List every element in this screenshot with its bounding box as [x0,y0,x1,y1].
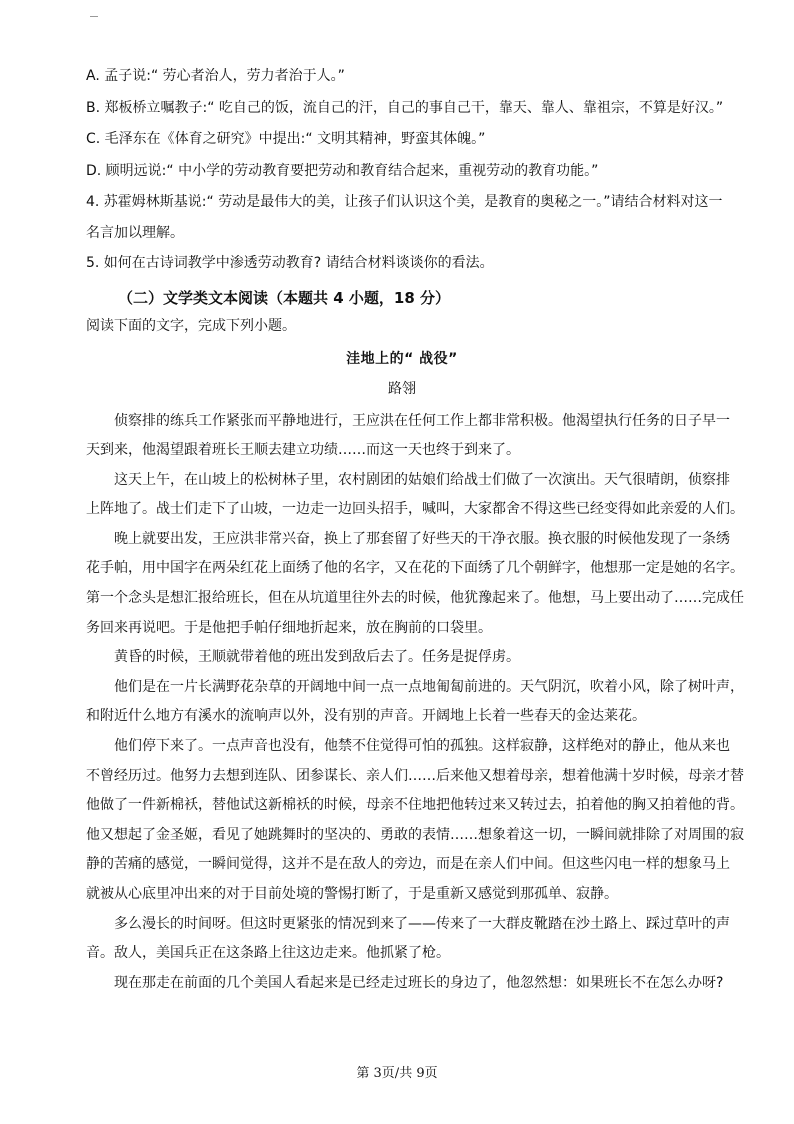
story-paragraph [86,969,724,999]
paragraph-line: 和附近什么地方有溪水的流响声以外，没有别的声音。开阔地上长着一些春天的金达莱花。 [86,708,646,725]
paragraph-line: 现在那走在前面的几个美国人看起来是已经走过班长的身边了，他忽然想：如果班长不在怎么办呀? [114,974,724,991]
page-content [86,64,744,998]
paragraph-line: 花手帕，用中国字在两朵红花上面绣了他的名字，又在花的下面绣了几个朝鲜字，他想那一定是她的名字。 [86,560,744,577]
page-number-footer: 第 3页/共 9页 [356,1066,438,1081]
paragraph-line: 天到来，他渴望跟着班长王顺去建立功绩……而这一天也终于到来了。 [86,442,520,459]
paragraph-line: 音。敌人，美国兵正在这条路上往这边走来。他抓紧了枪。 [86,945,450,962]
paragraph-line: 不曾经历过。他努力去想到连队、团参谋长、亲人们……后来他又想着母亲，想着他满十岁时候，母亲才替 [86,767,744,784]
option-a: A. 孟子说:“ 劳心者治人，劳力者治于人。” [86,68,345,84]
story-paragraph [86,910,730,969]
paragraph-line: 就被从心底里冲出来的对于目前处境的警惕打断了，于是重新又感觉到那孤单、寂静。 [86,886,618,902]
story-paragraph [86,407,730,466]
paragraph-line: 黄昏的时候，王顺就带着他的班出发到敌后去了。任务是捉俘虏。 [114,649,520,666]
story-title: 洼地上的“ 战役” [346,350,458,367]
corner-mark [90,16,98,17]
paragraph-line: 这天上午，在山坡上的松树林子里，农村剧团的姑娘们给战士们做了一次演出。天气很晴朗，侦察排 [114,471,730,488]
section-heading: （二）文学类文本阅读（本题共 4 小题，18 分） [118,288,450,307]
option-c: C. 毛泽东在《体育之研究》中提出:“ 文明其精神，野蛮其体魄。” [86,131,486,147]
story-paragraph [86,732,744,910]
question-5: 5. 如何在古诗词教学中渗透劳动教育? 请结合材料谈谈你的看法。 [86,255,494,271]
paragraph-line: 他又想起了金圣姬，看见了她跳舞时的坚决的、勇敢的表情……想象着这一切，一瞬间就排除了对周围的寂 [86,826,744,843]
story-body [86,407,744,999]
paragraph-line: 晚上就要出发，王应洪非常兴奋，换上了那套留了好些天的干净衣服。换衣服的时候他发现了一条绣 [114,530,730,547]
reading-instruction: 阅读下面的文字，完成下列小题。 [86,317,296,334]
story-paragraph [86,673,744,732]
story-paragraph [86,643,718,673]
paragraph-line: 他们停下来了。一点声音也没有，他禁不住觉得可怕的孤独。这样寂静，这样绝对的静止，他从来也 [114,738,730,755]
paragraph-line: 多么漫长的时间呀。但这时更紧张的情况到来了——传来了一大群皮靴踏在沙土路上、踩过草叶的声 [114,915,730,932]
question-4-line-1: 4. 苏霍姆林斯基说:“ 劳动是最伟大的美，让孩子们认识这个美，是教育的奥秘之一。”请结合材料对这一 [86,194,723,210]
story-author: 路翎 [388,380,416,397]
paragraph-line: 上阵地了。战士们走下了山坡，一边走一边回头招手，喊叫，大家都舍不得这些已经变得如此亲爱的人们。 [86,501,744,518]
paragraph-line: 静的苦痛的感觉，一瞬间觉得，这并不是在敌人的旁边，而是在亲人们中间。但这些闪电一样的想象马上 [86,856,730,873]
story-paragraph [86,466,744,525]
story-paragraph [86,525,744,643]
question-4-line-2: 名言加以理解。 [86,224,184,241]
paragraph-line: 他们是在一片长满野花杂草的开阔地中间一点一点地匍匐前进的。天气阴沉，吹着小风，除了树叶声， [114,678,744,695]
paragraph-line: 第一个念头是想汇报给班长，但在从坑道里往外去的时候，他犹豫起来了。他想，马上要出动了……完成任 [86,590,744,607]
paragraph-line: 务回来再说吧。于是他把手帕仔细地折起来，放在胸前的口袋里。 [86,619,492,636]
paragraph-line: 侦察排的练兵工作紧张而平静地进行，王应洪在任何工作上都非常积极。他渴望执行任务的日子早一 [114,412,730,429]
option-d: D. 顾明远说:“ 中小学的劳动教育要把劳动和教育结合起来，重视劳动的教育功能。” [86,162,599,179]
paragraph-line: 他做了一件新棉袄，替他试这新棉袄的时候，母亲不住地把他转过来又转过去，拍着他的胸又拍着他的背。 [86,797,744,814]
option-b: B. 郑板桥立嘱教子:“ 吃自己的饭，流自己的汗，自己的事自己干，靠天、靠人、靠祖宗，不算是好汉。” [86,99,724,116]
